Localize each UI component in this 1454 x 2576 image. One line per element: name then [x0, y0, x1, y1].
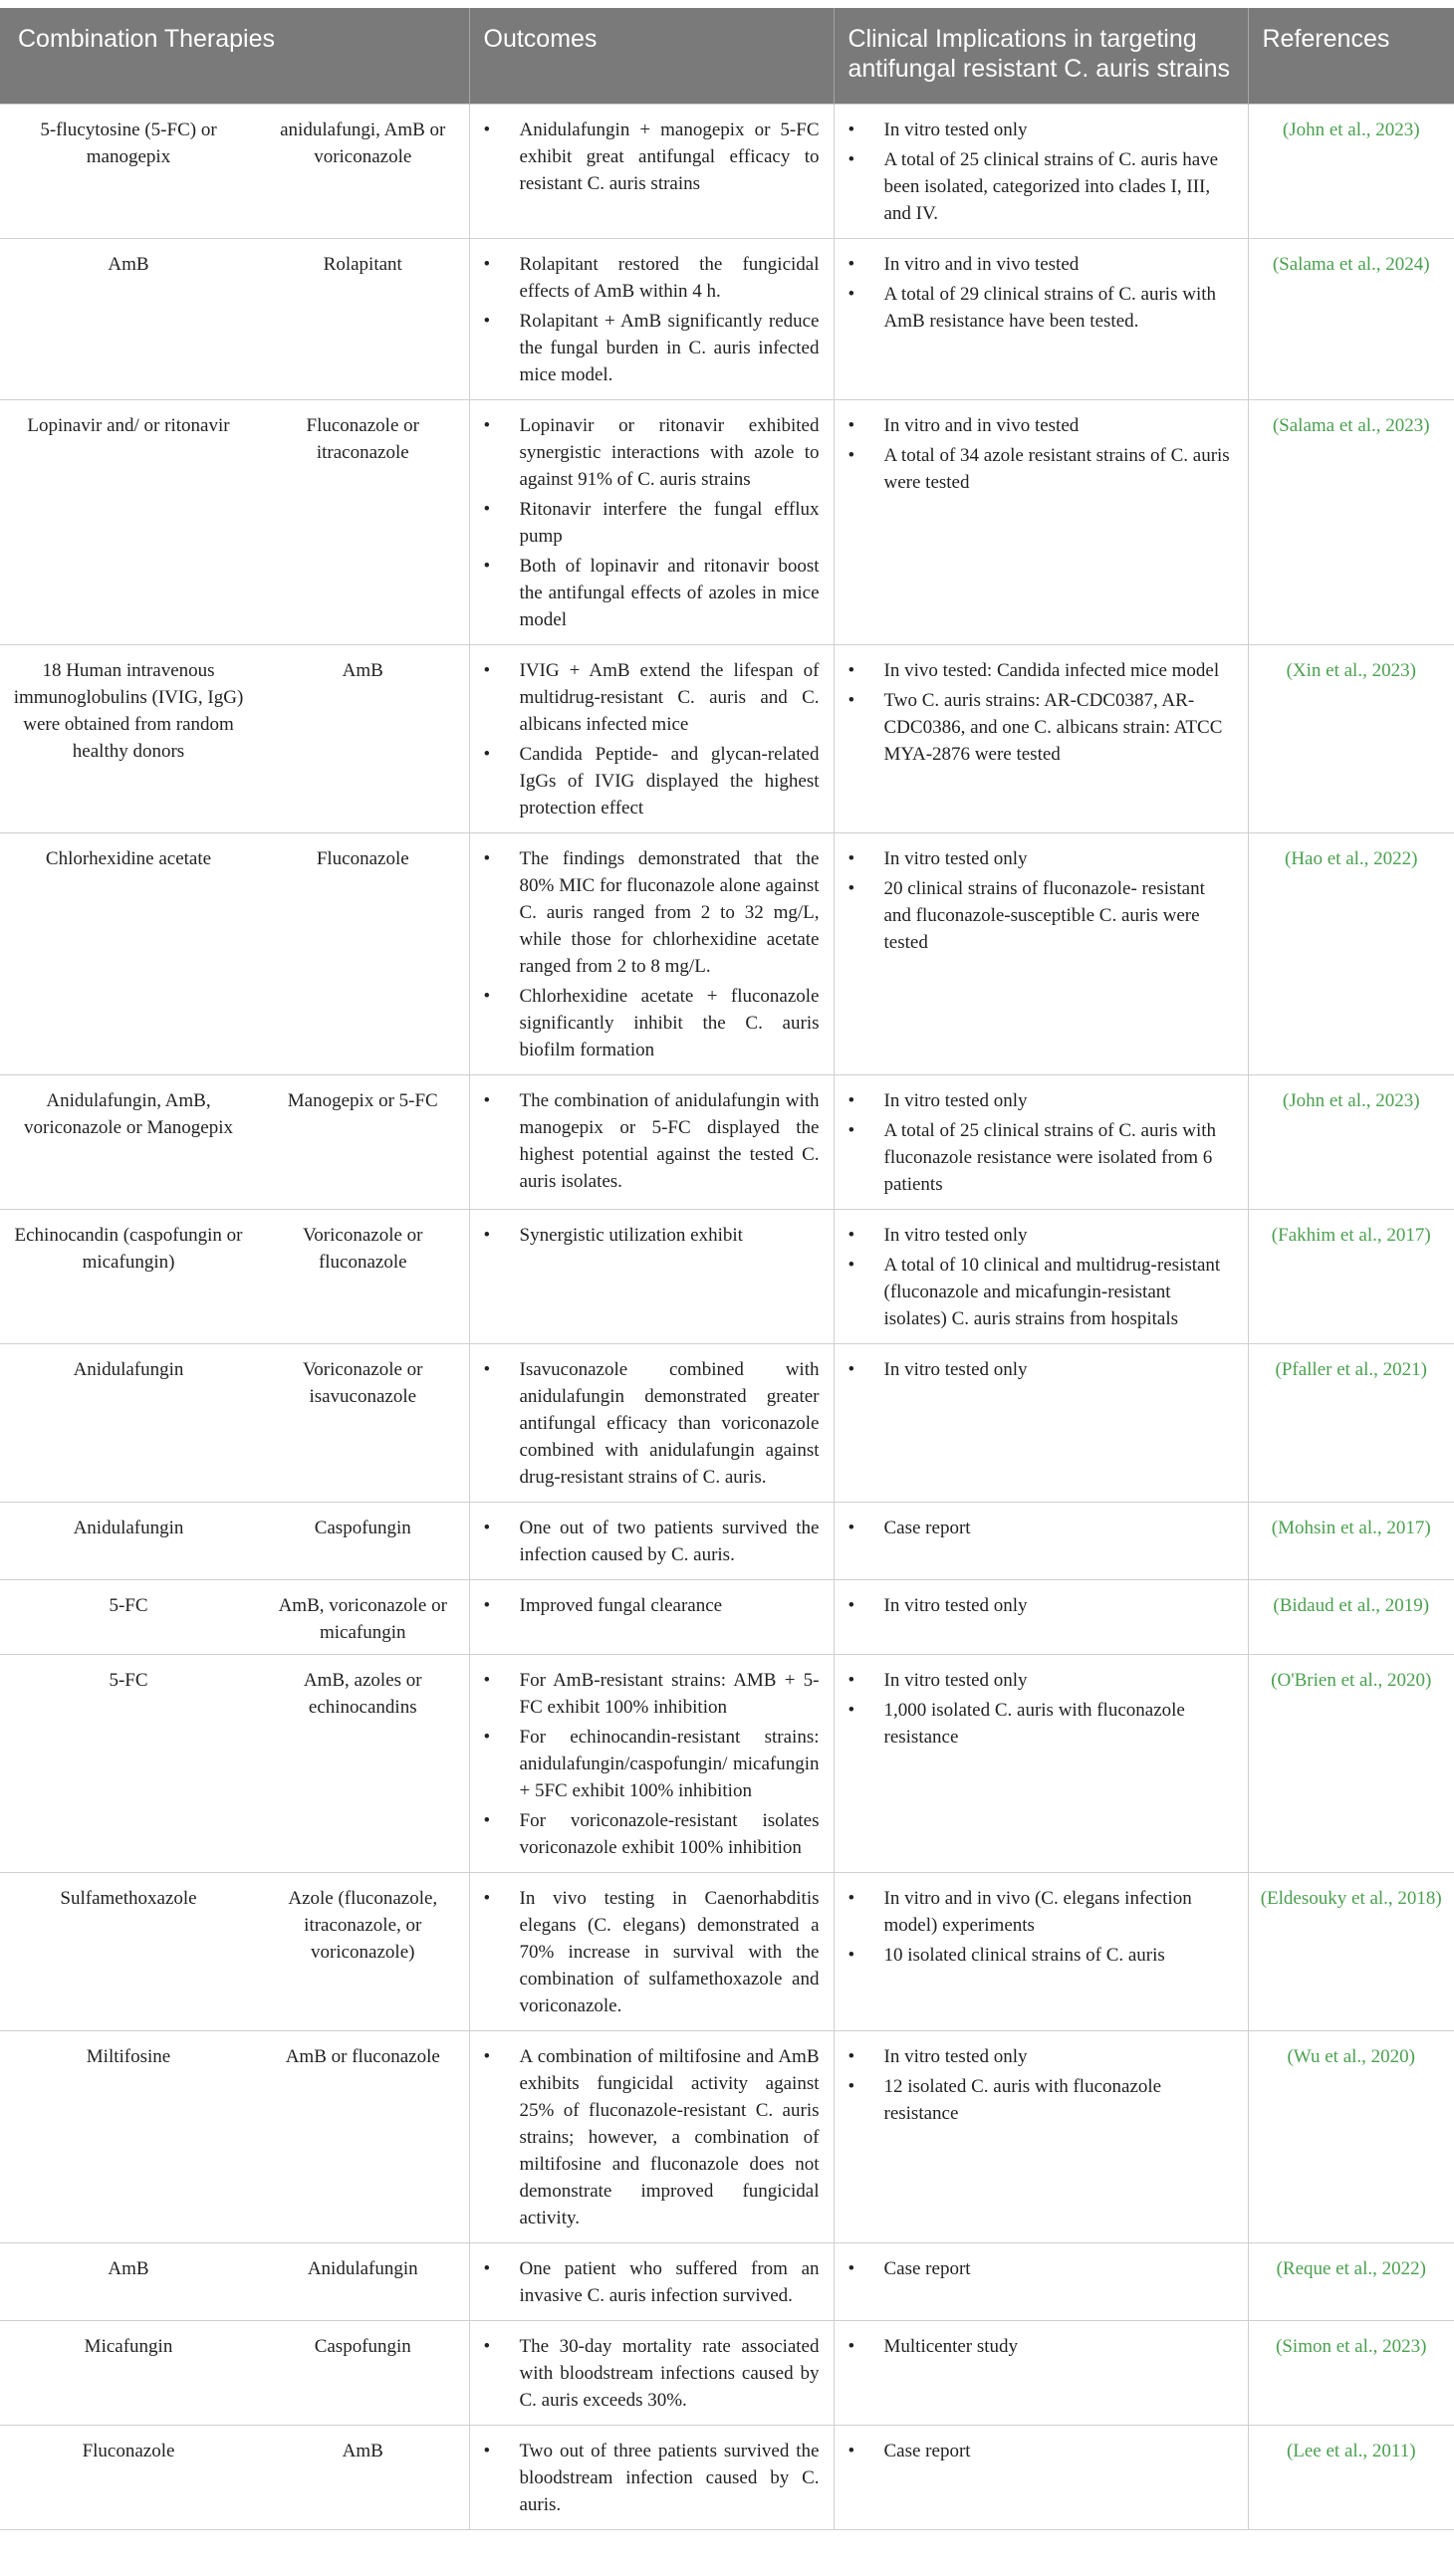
- outcome-item: • Rolapitant restored the fungicidal effects of AmB within 4 h.: [482, 251, 820, 305]
- reference-link[interactable]: (Fakhim et al., 2017): [1248, 1209, 1454, 1343]
- outcomes-cell: [469, 2425, 834, 2529]
- therapy-primary-cell: Anidulafungin, AmB, voriconazole or Manogepix: [0, 1074, 257, 1209]
- implication-list: [847, 657, 1232, 768]
- therapy-primary-cell: 5-FC: [0, 1654, 257, 1872]
- outcomes-cell: [469, 1579, 834, 1654]
- therapy-primary-cell: 5-flucytosine (5-FC) or manogepix: [0, 104, 257, 238]
- implication-item: • 10 isolated clinical strains of C. auris: [847, 1942, 1232, 1969]
- implication-list: [847, 2255, 1232, 2282]
- table-row: [0, 1209, 1454, 1343]
- implication-list: [847, 251, 1232, 335]
- outcome-list: [482, 2043, 820, 2231]
- table-body: [0, 104, 1454, 2529]
- therapy-secondary-cell: AmB, voriconazole or micafungin: [257, 1579, 469, 1654]
- reference-link[interactable]: (Xin et al., 2023): [1248, 644, 1454, 832]
- implications-cell: [834, 1074, 1248, 1209]
- implication-item: • Case report: [847, 1515, 1232, 1541]
- outcome-item: • Two out of three patients survived the bloodstream infection caused by C. auris.: [482, 2438, 820, 2518]
- outcomes-cell: [469, 2242, 834, 2320]
- implication-item: • Case report: [847, 2438, 1232, 2464]
- header-clinical-implications: Clinical Implications in targeting antifungal resistant C. auris strains: [834, 8, 1248, 104]
- therapy-secondary-cell: AmB: [257, 2425, 469, 2529]
- combination-therapies-table: [0, 8, 1454, 2530]
- implication-list: [847, 845, 1232, 956]
- table-row: [0, 644, 1454, 832]
- implications-cell: [834, 2242, 1248, 2320]
- outcome-list: [482, 2438, 820, 2518]
- implication-item: • Two C. auris strains: AR-CDC0387, AR-CDC0386, and one C. albicans strain: ATCC MYA-2876 were tested: [847, 687, 1232, 768]
- implications-cell: [834, 2030, 1248, 2242]
- outcome-item: • Rolapitant + AmB significantly reduce the fungal burden in C. auris infected mice model.: [482, 308, 820, 388]
- therapy-primary-cell: 18 Human intravenous immunoglobulins (IVIG, IgG) were obtained from random healthy donors: [0, 644, 257, 832]
- reference-link[interactable]: (John et al., 2023): [1248, 104, 1454, 238]
- implication-list: [847, 1356, 1232, 1383]
- implication-list: [847, 1515, 1232, 1541]
- table-row: [0, 1074, 1454, 1209]
- implication-item: • In vitro and in vivo (C. elegans infection model) experiments: [847, 1885, 1232, 1939]
- therapy-primary-cell: Micafungin: [0, 2320, 257, 2425]
- therapy-primary-cell: Lopinavir and/ or ritonavir: [0, 399, 257, 644]
- therapy-primary-cell: AmB: [0, 238, 257, 399]
- outcomes-cell: [469, 832, 834, 1074]
- outcome-item: • Chlorhexidine acetate + fluconazole significantly inhibit the C. auris biofilm formation: [482, 983, 820, 1063]
- reference-link[interactable]: (Salama et al., 2024): [1248, 238, 1454, 399]
- therapy-secondary-cell: anidulafungi, AmB or voriconazole: [257, 104, 469, 238]
- therapy-secondary-cell: Azole (fluconazole, itraconazole, or voriconazole): [257, 1872, 469, 2030]
- reference-link[interactable]: (Eldesouky et al., 2018): [1248, 1872, 1454, 2030]
- table-row: [0, 1502, 1454, 1579]
- table-row: [0, 2320, 1454, 2425]
- reference-link[interactable]: (Bidaud et al., 2019): [1248, 1579, 1454, 1654]
- reference-link[interactable]: (Lee et al., 2011): [1248, 2425, 1454, 2529]
- therapy-primary-cell: Chlorhexidine acetate: [0, 832, 257, 1074]
- therapy-primary-cell: Sulfamethoxazole: [0, 1872, 257, 2030]
- outcomes-cell: [469, 1502, 834, 1579]
- implication-item: • A total of 10 clinical and multidrug-resistant (fluconazole and micafungin-resistant isolates) C. auris strains from hospitals: [847, 1252, 1232, 1332]
- therapy-secondary-cell: Manogepix or 5-FC: [257, 1074, 469, 1209]
- therapy-secondary-cell: Voriconazole or isavuconazole: [257, 1343, 469, 1502]
- outcomes-cell: [469, 1343, 834, 1502]
- reference-link[interactable]: (Mohsin et al., 2017): [1248, 1502, 1454, 1579]
- implication-list: [847, 2333, 1232, 2360]
- table-row: [0, 832, 1454, 1074]
- outcomes-cell: [469, 399, 834, 644]
- table-row: [0, 399, 1454, 644]
- implication-item: • In vitro tested only: [847, 1592, 1232, 1619]
- implication-list: [847, 1087, 1232, 1198]
- implication-item: • In vitro and in vivo tested: [847, 412, 1232, 439]
- therapy-secondary-cell: Anidulafungin: [257, 2242, 469, 2320]
- implication-item: • A total of 25 clinical strains of C. auris with fluconazole resistance were isolated from 6 patients: [847, 1117, 1232, 1198]
- outcome-item: • Both of lopinavir and ritonavir boost the antifungal effects of azoles in mice model: [482, 553, 820, 633]
- table-row: [0, 1654, 1454, 1872]
- outcome-item: • One out of two patients survived the infection caused by C. auris.: [482, 1515, 820, 1568]
- implication-item: • A total of 34 azole resistant strains of C. auris were tested: [847, 442, 1232, 496]
- implication-list: [847, 1592, 1232, 1619]
- outcome-item: • One patient who suffered from an invasive C. auris infection survived.: [482, 2255, 820, 2309]
- table-row: [0, 104, 1454, 238]
- implications-cell: [834, 1654, 1248, 1872]
- reference-link[interactable]: (Simon et al., 2023): [1248, 2320, 1454, 2425]
- implications-cell: [834, 399, 1248, 644]
- outcome-item: • Anidulafungin + manogepix or 5-FC exhibit great antifungal efficacy to resistant C. auris strains: [482, 117, 820, 197]
- table-row: [0, 2030, 1454, 2242]
- table-row: [0, 238, 1454, 399]
- outcomes-cell: [469, 2030, 834, 2242]
- implication-item: • A total of 25 clinical strains of C. auris have been isolated, categorized into clades I, III, and IV.: [847, 146, 1232, 227]
- therapy-primary-cell: AmB: [0, 2242, 257, 2320]
- outcome-item: • For AmB-resistant strains: AMB + 5-FC exhibit 100% inhibition: [482, 1667, 820, 1721]
- table-header-row: [0, 8, 1454, 104]
- therapy-primary-cell: Miltifosine: [0, 2030, 257, 2242]
- outcome-list: [482, 251, 820, 388]
- therapy-secondary-cell: AmB or fluconazole: [257, 2030, 469, 2242]
- implications-cell: [834, 1502, 1248, 1579]
- outcomes-cell: [469, 644, 834, 832]
- therapy-secondary-cell: Caspofungin: [257, 1502, 469, 1579]
- outcome-item: • A combination of miltifosine and AmB exhibits fungicidal activity against 25% of fluconazole-resistant C. auris strains; however, a combination of miltifosine and fluconazole does not demonstrate improved fungicidal activity.: [482, 2043, 820, 2231]
- implication-item: • Case report: [847, 2255, 1232, 2282]
- outcome-item: • IVIG + AmB extend the lifespan of multidrug-resistant C. auris and C. albicans infected mice: [482, 657, 820, 738]
- outcome-list: [482, 1515, 820, 1568]
- outcomes-cell: [469, 1074, 834, 1209]
- outcome-list: [482, 1356, 820, 1491]
- reference-link[interactable]: (John et al., 2023): [1248, 1074, 1454, 1209]
- implication-item: • In vitro tested only: [847, 117, 1232, 143]
- outcome-list: [482, 1667, 820, 1861]
- outcome-item: • Synergistic utilization exhibit: [482, 1222, 820, 1249]
- implication-list: [847, 1222, 1232, 1332]
- implications-cell: [834, 1343, 1248, 1502]
- outcomes-cell: [469, 1209, 834, 1343]
- reference-link[interactable]: (Pfaller et al., 2021): [1248, 1343, 1454, 1502]
- outcome-item: • For echinocandin-resistant strains: anidulafungin/caspofungin/ micafungin + 5FC exhibit 100% inhibition: [482, 1724, 820, 1804]
- implication-list: [847, 1885, 1232, 1969]
- reference-link[interactable]: (O'Brien et al., 2020): [1248, 1654, 1454, 1872]
- outcome-item: • The findings demonstrated that the 80% MIC for fluconazole alone against C. auris ranged from 2 to 32 mg/L, while those for chlorhexidine acetate ranged from 2 to 8 mg/L.: [482, 845, 820, 980]
- implication-list: [847, 1667, 1232, 1751]
- therapy-secondary-cell: Caspofungin: [257, 2320, 469, 2425]
- table-row: [0, 1579, 1454, 1654]
- outcome-item: • Ritonavir interfere the fungal efflux pump: [482, 496, 820, 550]
- implications-cell: [834, 832, 1248, 1074]
- implication-item: • In vitro and in vivo tested: [847, 251, 1232, 278]
- implication-list: [847, 2043, 1232, 2127]
- outcomes-cell: [469, 2320, 834, 2425]
- header-references: References: [1248, 8, 1454, 104]
- outcome-list: [482, 1087, 820, 1195]
- outcome-list: [482, 412, 820, 633]
- outcomes-cell: [469, 1872, 834, 2030]
- table-row: [0, 1343, 1454, 1502]
- implication-item: • In vitro tested only: [847, 1222, 1232, 1249]
- outcome-list: [482, 117, 820, 197]
- implication-item: • In vitro tested only: [847, 2043, 1232, 2070]
- implication-item: • A total of 29 clinical strains of C. auris with AmB resistance have been tested.: [847, 281, 1232, 335]
- outcome-list: [482, 1222, 820, 1249]
- implications-cell: [834, 2320, 1248, 2425]
- outcome-item: • Lopinavir or ritonavir exhibited synergistic interactions with azole to against 91% of C. auris strains: [482, 412, 820, 493]
- implications-cell: [834, 238, 1248, 399]
- therapy-primary-cell: Anidulafungin: [0, 1343, 257, 1502]
- therapy-secondary-cell: Fluconazole or itraconazole: [257, 399, 469, 644]
- header-combination-therapies: Combination Therapies: [0, 8, 469, 104]
- implication-item: • In vitro tested only: [847, 845, 1232, 872]
- table-row: [0, 1872, 1454, 2030]
- header-outcomes: Outcomes: [469, 8, 834, 104]
- implication-list: [847, 2438, 1232, 2464]
- implication-item: • Multicenter study: [847, 2333, 1232, 2360]
- reference-link[interactable]: (Hao et al., 2022): [1248, 832, 1454, 1074]
- implication-item: • In vitro tested only: [847, 1087, 1232, 1114]
- therapy-secondary-cell: AmB, azoles or echinocandins: [257, 1654, 469, 1872]
- therapy-primary-cell: Echinocandin (caspofungin or micafungin): [0, 1209, 257, 1343]
- therapy-secondary-cell: AmB: [257, 644, 469, 832]
- outcomes-cell: [469, 104, 834, 238]
- table-row: [0, 2242, 1454, 2320]
- implications-cell: [834, 1872, 1248, 2030]
- therapy-primary-cell: 5-FC: [0, 1579, 257, 1654]
- therapy-secondary-cell: Rolapitant: [257, 238, 469, 399]
- outcome-list: [482, 2255, 820, 2309]
- implication-item: • In vitro tested only: [847, 1667, 1232, 1694]
- table-row: [0, 2425, 1454, 2529]
- outcome-item: • Isavuconazole combined with anidulafungin demonstrated greater antifungal efficacy than voriconazole combined with anidulafungin against drug-resistant strains of C. auris.: [482, 1356, 820, 1491]
- implication-item: • In vitro tested only: [847, 1356, 1232, 1383]
- outcome-item: • In vivo testing in Caenorhabditis elegans (C. elegans) demonstrated a 70% increase in survival with the combination of sulfamethoxazole and voriconazole.: [482, 1885, 820, 2019]
- outcome-item: • The 30-day mortality rate associated with bloodstream infections caused by C. auris exceeds 30%.: [482, 2333, 820, 2414]
- implication-list: [847, 117, 1232, 227]
- outcome-list: [482, 657, 820, 821]
- reference-link[interactable]: (Salama et al., 2023): [1248, 399, 1454, 644]
- implication-item: • 1,000 isolated C. auris with fluconazole resistance: [847, 1697, 1232, 1751]
- implications-cell: [834, 2425, 1248, 2529]
- outcome-item: • For voriconazole-resistant isolates voriconazole exhibit 100% inhibition: [482, 1807, 820, 1861]
- therapy-primary-cell: Anidulafungin: [0, 1502, 257, 1579]
- outcome-item: • Improved fungal clearance: [482, 1592, 820, 1619]
- outcomes-cell: [469, 238, 834, 399]
- outcome-list: [482, 845, 820, 1063]
- implication-item: • 20 clinical strains of fluconazole- resistant and fluconazole-susceptible C. auris were tested: [847, 875, 1232, 956]
- implication-item: • In vivo tested: Candida infected mice model: [847, 657, 1232, 684]
- therapy-secondary-cell: Voriconazole or fluconazole: [257, 1209, 469, 1343]
- therapy-primary-cell: Fluconazole: [0, 2425, 257, 2529]
- reference-link[interactable]: (Reque et al., 2022): [1248, 2242, 1454, 2320]
- outcome-list: [482, 1592, 820, 1619]
- implications-cell: [834, 1579, 1248, 1654]
- implications-cell: [834, 644, 1248, 832]
- implications-cell: [834, 104, 1248, 238]
- outcomes-cell: [469, 1654, 834, 1872]
- outcome-item: • The combination of anidulafungin with manogepix or 5-FC displayed the highest potential against the tested C. auris isolates.: [482, 1087, 820, 1195]
- implications-cell: [834, 1209, 1248, 1343]
- outcome-list: [482, 2333, 820, 2414]
- implication-item: • 12 isolated C. auris with fluconazole resistance: [847, 2073, 1232, 2127]
- therapy-secondary-cell: Fluconazole: [257, 832, 469, 1074]
- outcome-list: [482, 1885, 820, 2019]
- implication-list: [847, 412, 1232, 496]
- reference-link[interactable]: (Wu et al., 2020): [1248, 2030, 1454, 2242]
- outcome-item: • Candida Peptide- and glycan-related IgGs of IVIG displayed the highest protection effect: [482, 741, 820, 821]
